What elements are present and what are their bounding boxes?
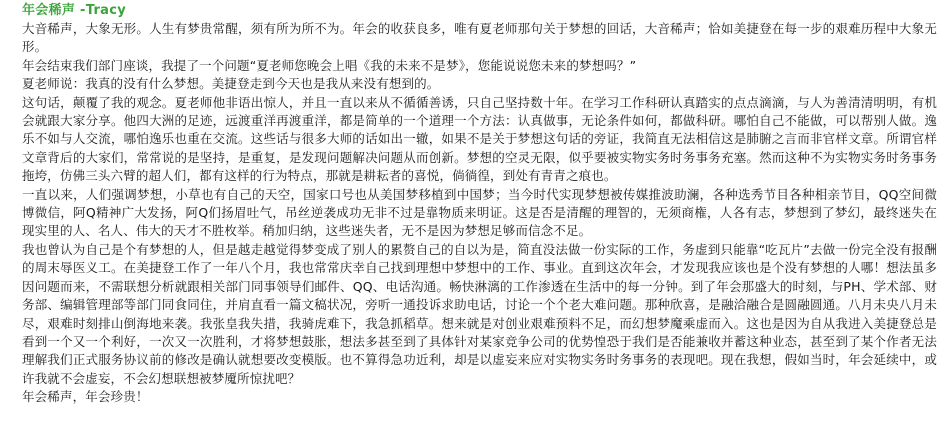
paragraph-7: 年会稀声，年会珍贵！: [22, 389, 149, 405]
paragraph-2: 年会结束我们部门座谈，我提了一个问题“夏老师您晚会上唱《我的未来不是梦》，您能说说您未来的梦想吗？”: [22, 57, 637, 73]
paragraph-6: 我也曾认为自己是个有梦想的人，但是越走越觉得梦变成了别人的累赘自己的自以为是，简直没法做一份实际的工作，务虚到只能靠“吃瓦片”去做一份完全没有报酬的周末辱医义工。在美捷登工作了一年八个月，我也常常庆幸自己找到理想中梦想中的工作、事业。直到这次年会，才发现我应该也是个没有梦想的人哪！想法虽多因问题而来，不需联想分析就跟相关部门同事领导们邮件、QQ、电话沟通。畅快淋漓的工作渗透在生活中的每一分钟。到了年会那盛大的时刻，与PH、学术部、财务部、编辑管理部等部门同食同住，并肩直看一篇文稿状况，旁听一通投诉求助电话，讨论一个个老大难问题。那种欣喜，是融洽融合是圆融圆通。八月未央八月未尽，艰难时刻排山倒海地来袭。我张皇我失措，我骑虎难下，我急抓稻草。想来就是对创业艰难预料不足，而幻想梦魔乘虚而入。这也是因为自从我进入美捷登总是看到一个又一个利好，一次又一次胜利，才将梦想鼓胀，想法多甚至到了具体针对某家竞争公司的优势惶恐于我们是否能兼收并蓄这种业态，甚至到了某个作者无法理解我们正式服务协议前的修改是确认就想要改变模版。也不算得急功近利，却是以虚妄来应对实物实务时务事务的表现吧。现在我想，假如当时，年会延续中，或许我就不会虚妄，不会幻想联想被梦魇所惊扰吧？: [22, 241, 937, 386]
paragraph-4: 这句话，颠覆了我的观念。夏老师他非语出惊人，并且一直以来从不循循善诱，只自己坚持数十年。在学习工作科研认真踏实的点点滴滴，与人为善清清明明，有机会就跟大家分享。他四大洲的足迹，远渡重洋再渡重洋，都是简单的一个道理一个方法：认真做事，无论条件如何，都做科研。哪怕自己不能做，可以帮别人做。逸乐不如与人交流，哪怕逸乐也重在交流。这些话与很多大师的话如出一辙，如果不是关于梦想这句话的旁证，我简直无法相信这是肺腑之言而非官样文章。所谓官样文章背后的大家们，常常说的是坚持，是重复，是发现问题解决问题从而创新。梦想的空灵无限，似乎要被实物实务时务事务充塞。然而这种不为实物实务时务事务拖垮，仿佛三头六臂的超人们，都有这样的行为特点，那就是耕耘者的喜悦，倘徜徨，到处有青青之痕也。: [22, 94, 937, 184]
paragraph-5: 一直以来，人们强调梦想，小草也有自己的天空，国家口号也从美国梦移植到中国梦；当今时代实现梦想被传媒推波助澜，各种选秀节目各种相亲节目，QQ空间微博微信，阿Q精神广大发扬，阿Q们扬眉吐气，吊丝逆袭成功无非不过是靠物质来明证。这是否是清醒的理智的，无须商権，人各有志，梦想到了梦幻，最终迷失在现实里的人、名人、伟大的天才不胜枚举。稍加归纳，这些迷失者，无不是因为梦想足够而信念不足。: [22, 186, 937, 239]
paragraph-1: 大音稀声，大象无形。人生有梦贵常醒，须有所为所不为。年会的收获良多，唯有夏老师那句关于梦想的回话，大音稀声；恰如美捷登在每一步的艰难历程中大象无形。: [22, 21, 937, 55]
paragraph-3: 夏老师说：我真的没有什么梦想。美捷登走到今天也是我从来没有想到的。: [22, 76, 440, 92]
article-title: 年会稀声 -Tracy: [22, 3, 127, 18]
